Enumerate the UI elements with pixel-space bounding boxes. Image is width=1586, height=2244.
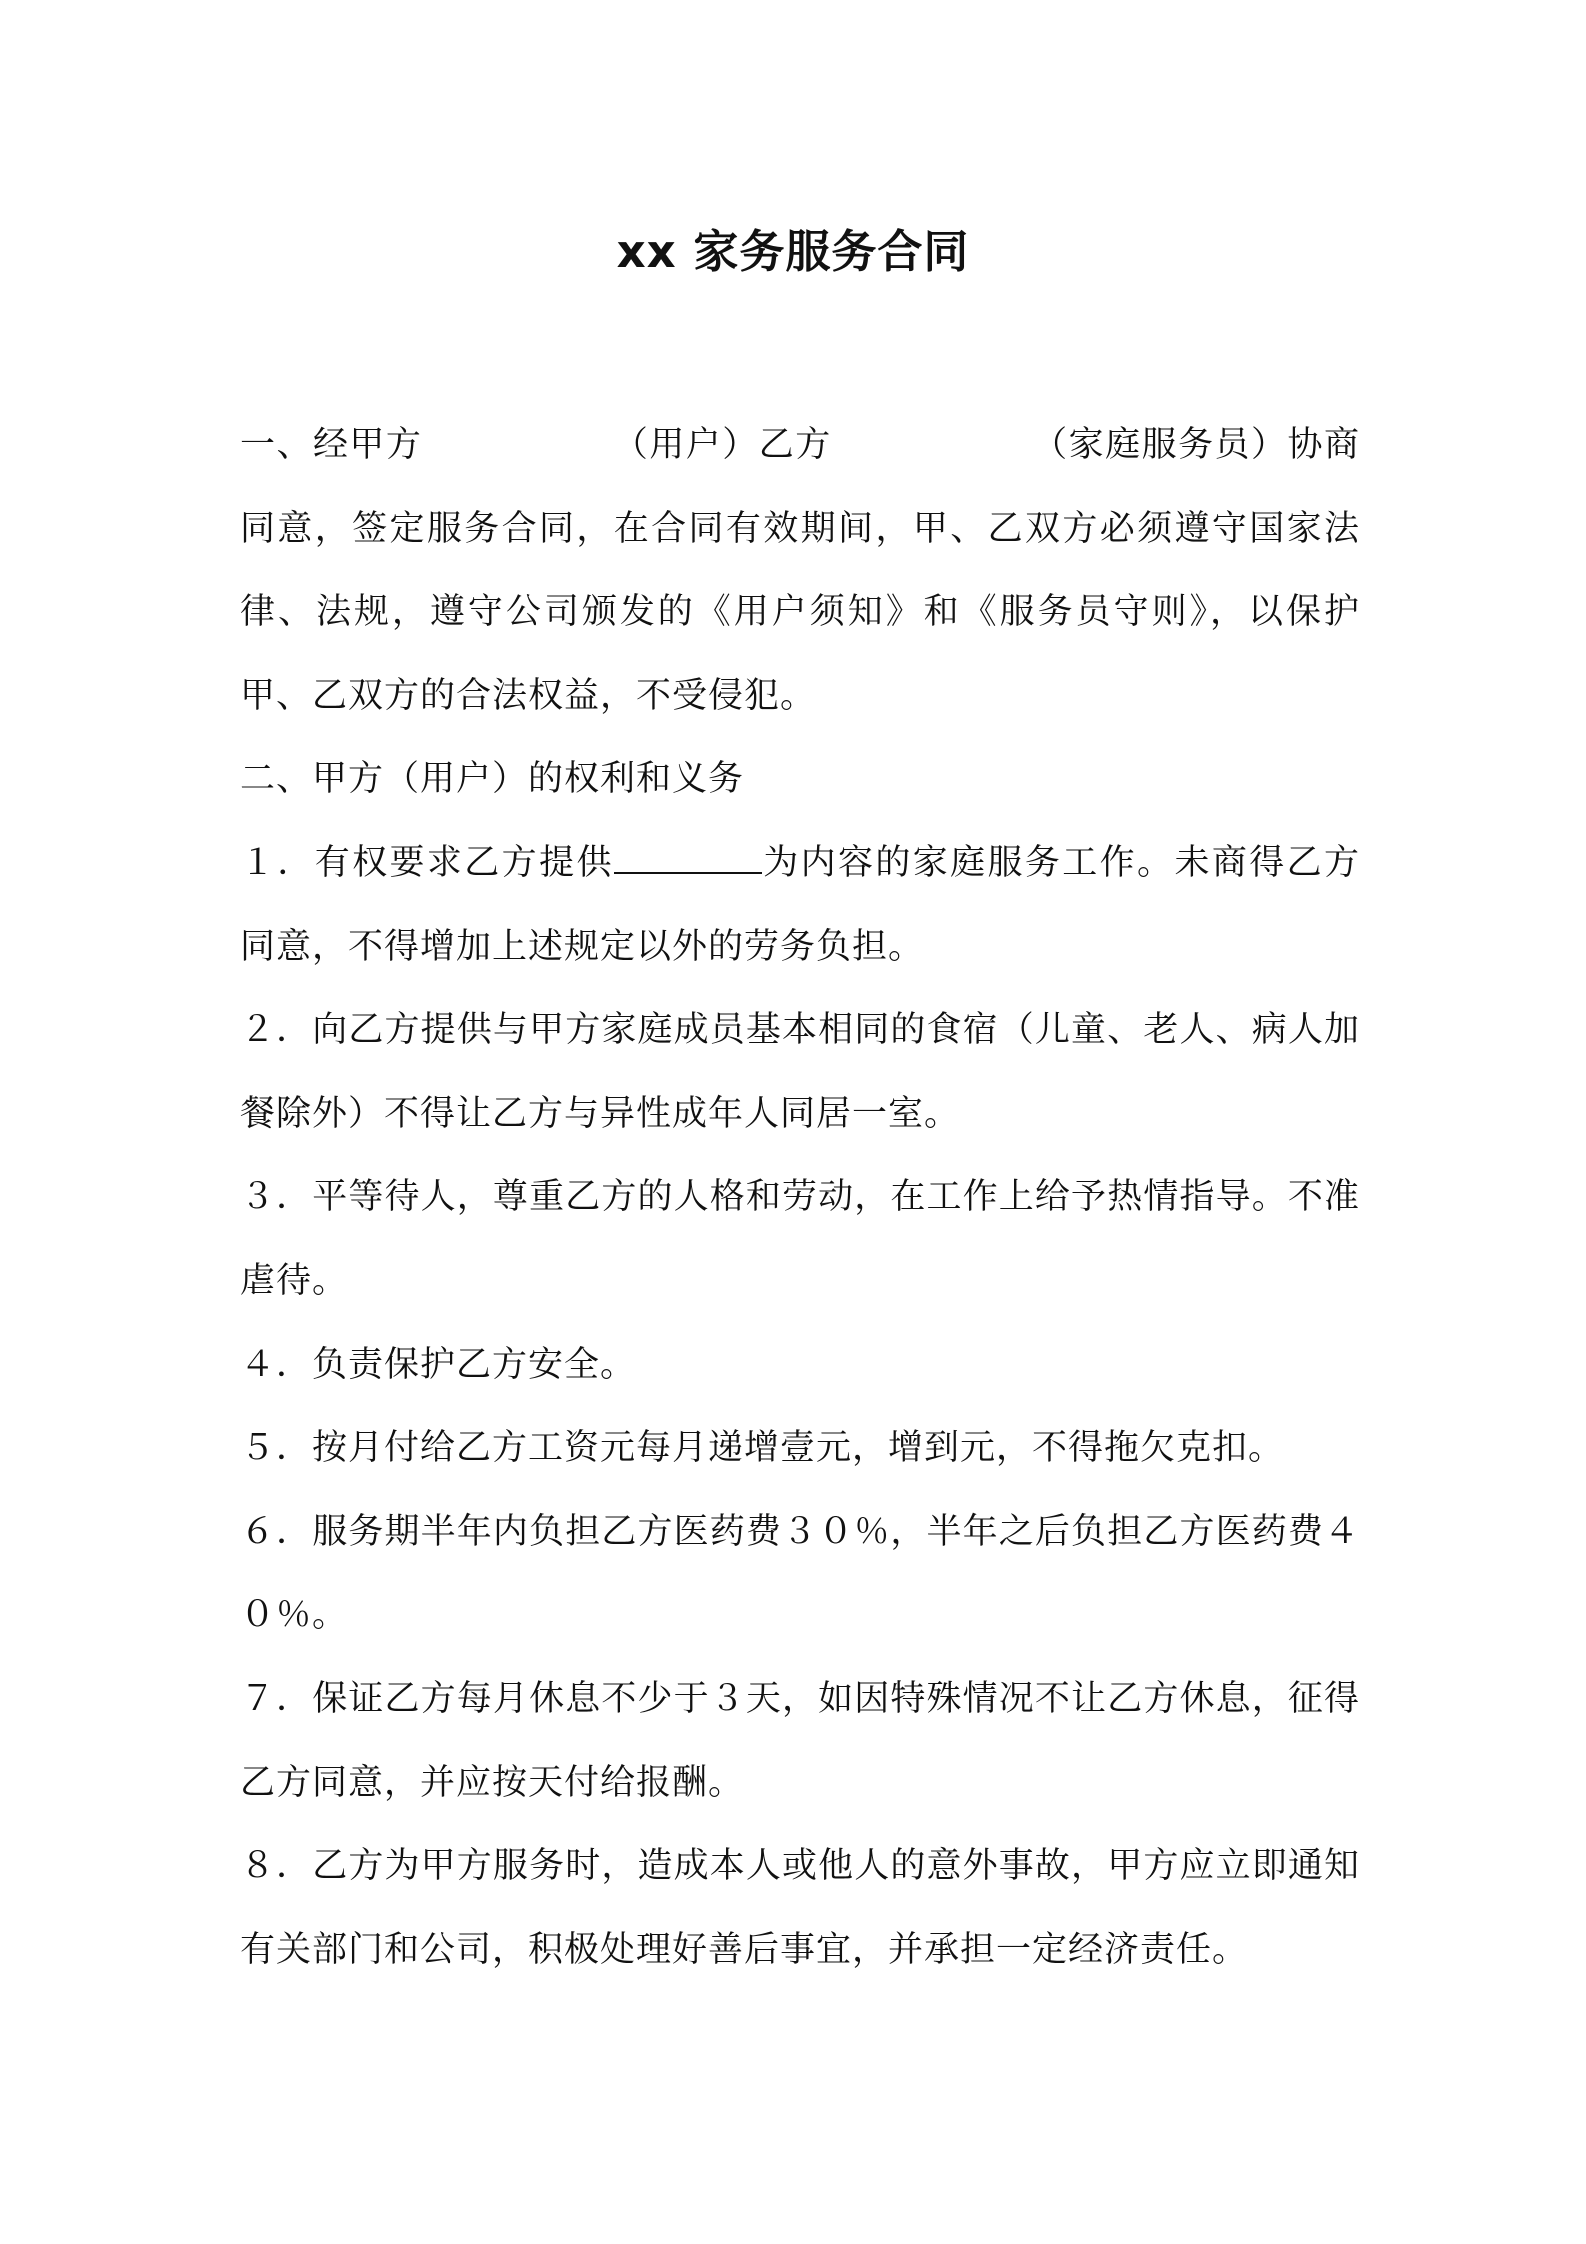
clause-item-3: ３．平等待人，尊重乙方的人格和劳动，在工作上给予热情指导。不准虐待。: [240, 1177, 1360, 1301]
paragraph-parties-part-b: （用户）乙方: [612, 425, 832, 465]
clause-item-8: ８．乙方为甲方服务时，造成本人或他人的意外事故，甲方应立即通知有关部门和公司，积极处理好善后事宜，并承担一定经济责任。: [240, 1846, 1360, 1970]
clause-item-5: ５．按月付给乙方工资元每月递增壹元，增到元，不得拖欠克扣。: [240, 1428, 1285, 1469]
clause-item-1-part-a: １．有权要求乙方提供: [240, 842, 614, 883]
paragraph-parties-part-a: 一、经甲方: [240, 425, 423, 465]
service-content-blank: [614, 842, 762, 874]
clause-item-4: ４．负责保护乙方安全。: [240, 1344, 637, 1385]
section-heading-party-a-rights: 二、甲方（用户）的权利和义务: [240, 759, 745, 800]
document-title: xx 家务服务合同: [616, 225, 970, 278]
clause-item-7: ７．保证乙方每月休息不少于３天，如因特殊情况不让乙方休息，征得乙方同意，并应按天付给报酬。: [240, 1678, 1360, 1803]
paragraph-parties: [240, 404, 1360, 738]
clause-item-1: [240, 822, 1360, 989]
clause-item-1-part-b: 为内容的家庭服务工作。未商得乙方同意，不得增加上述规定以外的劳务负担。: [240, 842, 1360, 967]
clause-item-2: ２．向乙方提供与甲方家庭成员基本相同的食宿（儿童、老人、病人加餐除外）不得让乙方与异性成年人同居一室。: [240, 1010, 1360, 1134]
document-body: [240, 404, 1360, 1992]
paragraph-parties-part-c: （家庭服务员）协商同意，签定服务合同，在合同有效期间，甲、乙双方必须遵守国家法律、法规，遵守公司颁发的《用户须知》和《服务员守则》，以保护甲、乙双方的合法权益，不受侵犯。: [240, 425, 1360, 716]
clause-item-6: ６．服务期半年内负担乙方医药费３０％，半年之后负担乙方医药费４０％。: [240, 1511, 1360, 1636]
